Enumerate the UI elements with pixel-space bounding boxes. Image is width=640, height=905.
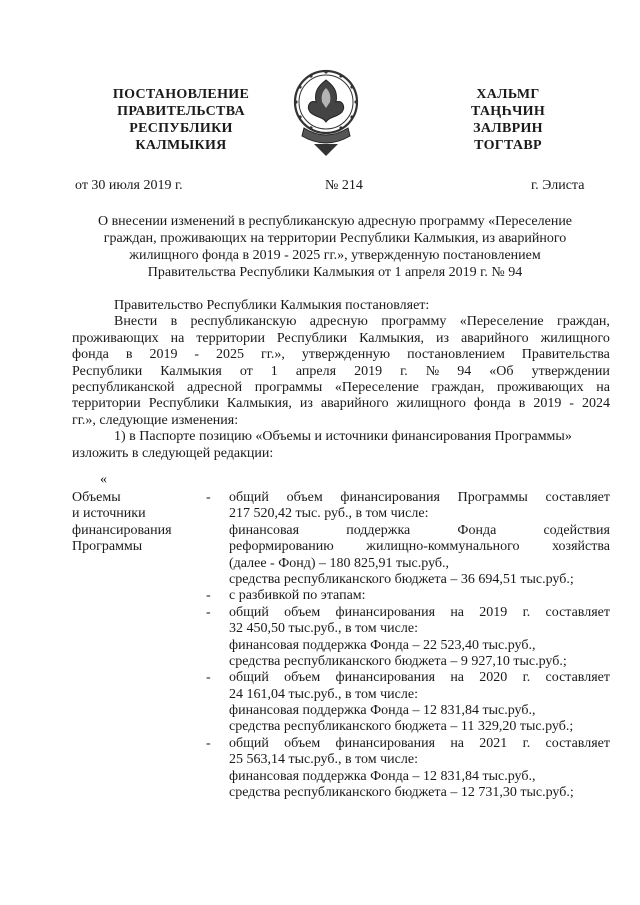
table-row-text: (далее - Фонд) – 180 825,91 тыс.руб., [229, 555, 450, 571]
header-right-line: ХАЛЬМГ [476, 87, 540, 102]
table-row [72, 621, 610, 637]
table-row-text: 24 161,04 тыс.руб., в том числе: [229, 686, 418, 702]
table-row-text: средства республиканского бюджета – 36 694,51 тыс.руб.; [229, 571, 574, 587]
table-row [72, 556, 610, 572]
header-right [448, 86, 568, 154]
document-city: г. Элиста [531, 178, 585, 193]
table-row-text: общий объем финансирования на 2019 г. составляет [229, 604, 610, 620]
para1-line: фонда в 2019 - 2025 гг.», утвержденную постановлением Правительства [72, 347, 610, 363]
table-row-text: общий объем финансирования Программы составляет [229, 490, 610, 505]
table-row-text: 217 520,42 тыс. руб., в том числе: [229, 506, 429, 522]
list-dash: - [206, 735, 211, 751]
table-row [72, 670, 610, 686]
table-row-text: с разбивкой по этапам: [229, 588, 366, 604]
header-right-line: ТАҢҺЧИН [470, 104, 546, 119]
table-row [72, 506, 610, 522]
document-number: № 214 [325, 178, 363, 193]
table-row-text: финансовая поддержка Фонда содействия [229, 522, 610, 538]
table-row [72, 654, 610, 670]
resolves-line: Правительство Республики Калмыкия постановляет: [114, 298, 430, 313]
table-row [72, 638, 610, 654]
list-dash: - [206, 670, 211, 686]
table-row-text: средства республиканского бюджета – 12 731,30 тыс.руб.; [229, 785, 574, 801]
table-row-text: 32 450,50 тыс.руб., в том числе: [229, 621, 418, 637]
header-left [96, 86, 266, 154]
document-date: от 30 июля 2019 г. [75, 178, 183, 193]
para1-line: Внести в республиканскую адресную программу «Переселение граждан, [114, 314, 610, 330]
header-right-line: ЗАЛВРИН [473, 121, 543, 136]
header-left-line: ПОСТАНОВЛЕНИЕ [112, 87, 250, 102]
para2-line: изложить в следующей редакции: [72, 445, 274, 461]
table-row [72, 785, 610, 801]
header-left-line: РЕСПУБЛИКИ [129, 121, 233, 136]
table-row [72, 572, 610, 588]
table-row [72, 769, 610, 785]
table-row-text: реформированию жилищно-коммунального хозяйства [229, 539, 610, 555]
title-line: Правительства Республики Калмыкия от 1 апреля 2019 г. № 94 [147, 265, 523, 280]
table-row [72, 752, 610, 768]
table-row [72, 736, 610, 752]
header-right-line: ТОГТАВР [474, 138, 542, 153]
table-label-line: Объемы [72, 490, 121, 505]
para1-line: гг.», следующие изменения: [72, 412, 239, 428]
kalmykia-emblem-icon [290, 62, 362, 158]
table-label-line: финансирования [72, 522, 172, 538]
table-row [72, 588, 610, 604]
table-row-text: финансовая поддержка Фонда – 12 831,84 тыс.руб., [229, 703, 536, 719]
header-left-line: КАЛМЫКИЯ [135, 138, 227, 153]
table-rows [72, 490, 610, 801]
table-label-line: и источники [72, 506, 146, 522]
table-row-text: 25 563,14 тыс.руб., в том числе: [229, 752, 418, 768]
table-row-text: общий объем финансирования на 2021 г. составляет [229, 735, 610, 751]
list-dash: - [206, 604, 211, 620]
table-row-text: средства республиканского бюджета – 9 927,10 тыс.руб.; [229, 653, 567, 669]
document-body [72, 298, 610, 462]
passport-table [72, 490, 610, 801]
table-row-text: общий объем финансирования на 2020 г. составляет [229, 670, 610, 686]
list-dash: - [206, 588, 211, 604]
table-row [72, 719, 610, 735]
table-row [72, 490, 610, 506]
document-title [70, 213, 600, 281]
table-row-text: финансовая поддержка Фонда – 12 831,84 тыс.руб., [229, 768, 536, 784]
title-line: О внесении изменений в республиканскую адресную программу «Переселение [97, 214, 573, 229]
table-row [72, 605, 610, 621]
table-label-line: Программы [72, 539, 143, 555]
table-row [72, 539, 610, 555]
table-row [72, 703, 610, 719]
para1-line: территории Республики Калмыкия, из аварийного жилищного фонда в 2019 - 2024 [72, 396, 610, 412]
table-row [72, 687, 610, 703]
para1-line: республиканской адресной программы «Переселение граждан, проживающих на [72, 379, 610, 395]
list-dash: - [206, 490, 211, 505]
para1-line: проживающих на территории Республики Калмыкия, из аварийного жилищного [72, 330, 610, 346]
table-row-text: средства республиканского бюджета – 11 329,20 тыс.руб.; [229, 719, 574, 735]
table-row-text: финансовая поддержка Фонда – 22 523,40 тыс.руб., [229, 637, 536, 653]
para2-line: 1) в Паспорте позицию «Объемы и источники финансирования Программы» [114, 429, 572, 445]
title-line: граждан, проживающих на территории Республики Калмыкия, из аварийного [103, 231, 567, 246]
table-row [72, 523, 610, 539]
opening-quote: « [100, 472, 107, 487]
header-left-line: ПРАВИТЕЛЬСТВА [117, 104, 245, 119]
para1-line: Республики Калмыкия от 1 апреля 2019 г. № 94 «Об утверждении [72, 363, 610, 379]
title-line: жилищного фонда в 2019 - 2025 гг.», утвержденную постановлением [129, 248, 541, 263]
